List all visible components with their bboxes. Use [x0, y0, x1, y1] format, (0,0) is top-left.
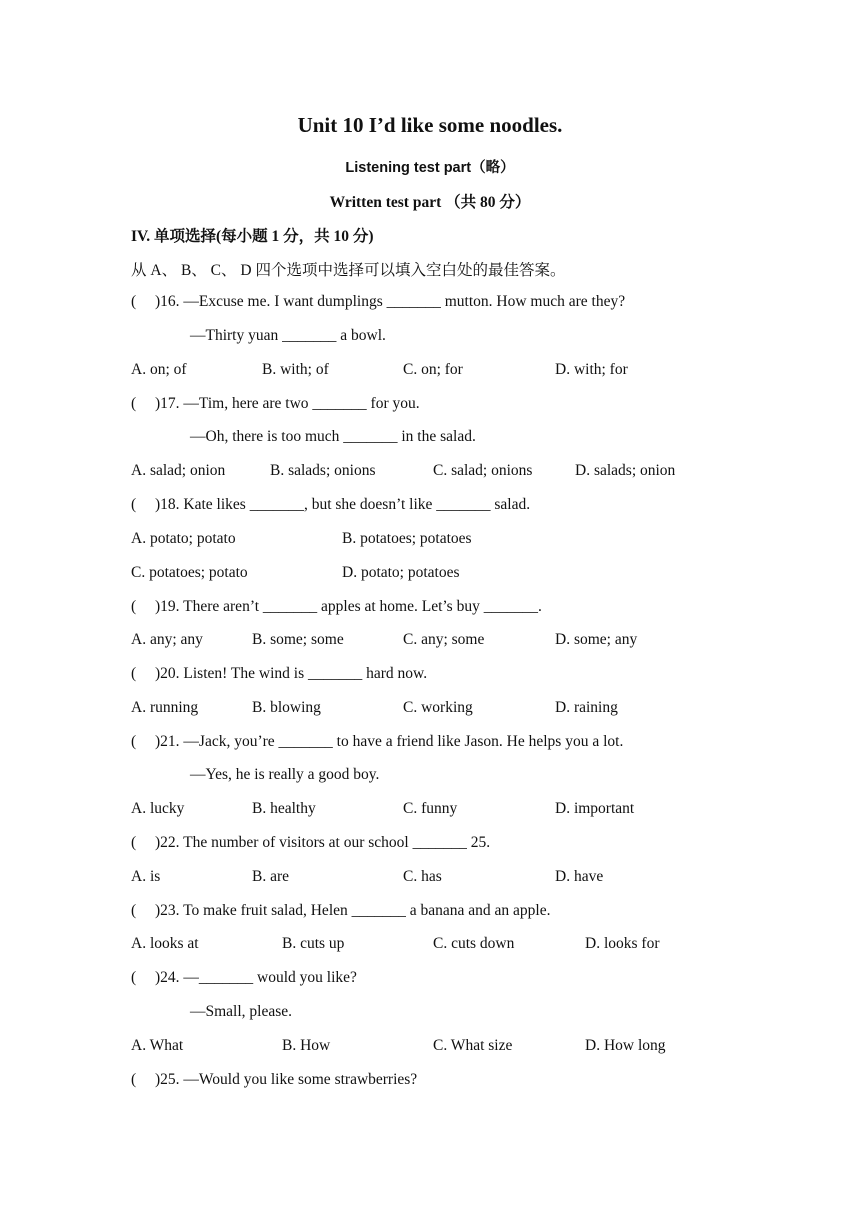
question-23-option-c: C. cuts down [433, 935, 515, 952]
question-20-option-b: B. blowing [252, 699, 321, 716]
question-18-stem: ( )18. Kate likes _______, but she doesn’t like _______ salad. [131, 496, 531, 513]
question-17-option-a: A. salad; onion [131, 462, 226, 479]
question-23-option-a: A. looks at [131, 935, 199, 952]
question-19-option-a: A. any; any [131, 631, 203, 648]
question-18-option-c: C. potatoes; potato [131, 564, 248, 581]
question-19-option-d: D. some; any [555, 631, 638, 648]
question-22-option-d: D. have [555, 868, 604, 885]
question-18-option-d: D. potato; potatoes [342, 564, 460, 581]
question-16-option-c: C. on; for [403, 361, 463, 378]
question-21-option-a: A. lucky [131, 800, 185, 817]
question-19-stem: ( )19. There aren’t _______ apples at home. Let’s buy _______. [131, 598, 542, 615]
question-20-option-c: C. working [403, 699, 473, 716]
question-16-response: —Thirty yuan _______ a bowl. [190, 327, 386, 344]
question-17-stem: ( )17. —Tim, here are two _______ for you. [131, 395, 420, 412]
question-21-stem: ( )21. —Jack, you’re _______ to have a friend like Jason. He helps you a lot. [131, 733, 624, 750]
question-24-response: —Small, please. [190, 1003, 293, 1020]
question-23-option-d: D. looks for [585, 935, 660, 952]
question-16-stem: ( )16. —Excuse me. I want dumplings _______ mutton. How much are they? [131, 293, 626, 310]
page-title: Unit 10 I’d like some noodles. [297, 113, 563, 137]
question-16-option-b: B. with; of [262, 361, 329, 378]
question-17-option-d: D. salads; onion [575, 462, 676, 479]
question-21-option-b: B. healthy [252, 800, 316, 817]
listening-part-heading: Listening test part（略） [345, 160, 515, 176]
question-16-option-d: D. with; for [555, 361, 628, 378]
question-24-option-b: B. How [282, 1037, 331, 1054]
question-23-option-b: B. cuts up [282, 935, 345, 952]
question-17-option-b: B. salads; onions [270, 462, 376, 479]
question-24-option-c: C. What size [433, 1037, 513, 1054]
question-19-option-b: B. some; some [252, 631, 344, 648]
question-24-option-a: A. What [131, 1037, 184, 1054]
question-19-option-c: C. any; some [403, 631, 485, 648]
question-22-stem: ( )22. The number of visitors at our school _______ 25. [131, 834, 491, 851]
question-24-option-d: D. How long [585, 1037, 666, 1054]
question-17-response: —Oh, there is too much _______ in the salad. [190, 428, 476, 445]
question-25-stem: ( )25. —Would you like some strawberries? [131, 1071, 418, 1088]
question-20-stem: ( )20. Listen! The wind is _______ hard now. [131, 665, 428, 682]
question-22-option-a: A. is [131, 868, 161, 885]
question-18-option-b: B. potatoes; potatoes [342, 530, 472, 547]
question-21-option-d: D. important [555, 800, 635, 817]
question-20-option-a: A. running [131, 699, 199, 716]
question-17-option-c: C. salad; onions [433, 462, 533, 479]
question-21-option-c: C. funny [403, 800, 458, 817]
question-23-stem: ( )23. To make fruit salad, Helen _______ a banana and an apple. [131, 902, 551, 919]
question-22-option-b: B. are [252, 868, 290, 885]
question-16-option-a: A. on; of [131, 361, 187, 378]
section-instruction: 从 A、 B、 C、 D 四个选项中选择可以填入空白处的最佳答案。 [131, 262, 566, 279]
question-22-option-c: C. has [403, 868, 442, 885]
question-18-option-a: A. potato; potato [131, 530, 236, 547]
question-24-stem: ( )24. —_______ would you like? [131, 969, 357, 986]
question-20-option-d: D. raining [555, 699, 618, 716]
section-heading: IV. 单项选择(每小题 1 分，共 10 分) [131, 228, 374, 245]
written-part-heading: Written test part （共 80 分） [329, 194, 531, 211]
question-21-response: —Yes, he is really a good boy. [190, 766, 380, 783]
